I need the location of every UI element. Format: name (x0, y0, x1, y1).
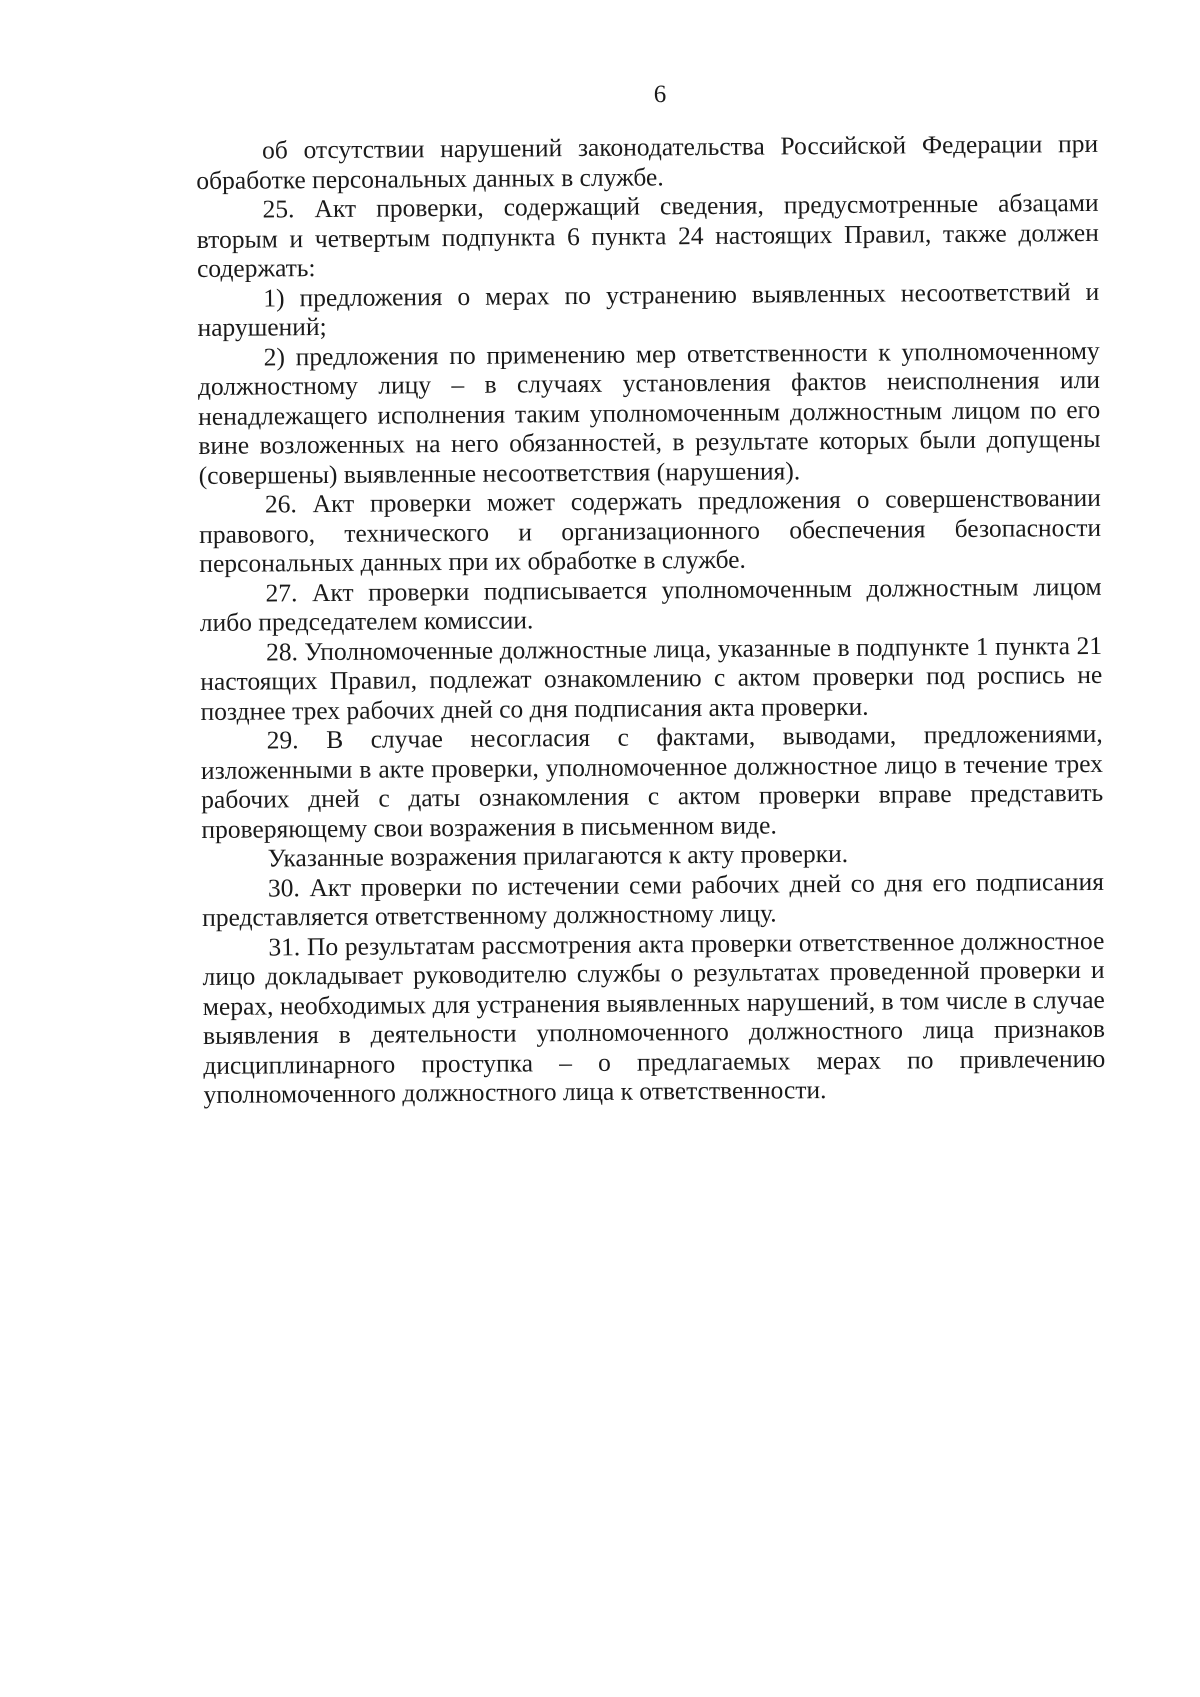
paragraph-25-item-1: 1) предложения о мерах по устранению выявленных несоответствий и нарушений; (197, 276, 1100, 342)
paragraph-27: 27. Акт проверки подписывается уполномоченным должностным лицом либо председателем комиссии. (199, 571, 1102, 637)
paragraph-29-objections: Указанные возражения прилагаются к акту проверки. (267, 838, 849, 873)
paragraph-25: 25. Акт проверки, содержащий сведения, предусмотренные абзацами вторым и четвертым подпункта 6 пункта 24 настоящих Правил, также должен содержать: (196, 187, 1099, 283)
paragraph-30: 30. Акт проверки по истечении семи рабочих дней со дня его подписания представляется ответственному должностному лицу. (202, 866, 1104, 932)
paragraph-26: 26. Акт проверки может содержать предложения о совершенствовании правового, технического и организационного обеспечения безопасности персональных данных при их обработке в службе. (199, 482, 1102, 578)
paragraph-31: 31. По результатам рассмотрения акта проверки ответственное должностное лицо докладывает руководителю службы о результатах проведенной проверки и мерах, необходимых для устранения выявленных нарушений, в том числе в случае выявления в деятельности уполномоченного должностного лица признаков дисциплинарного проступка – о предлагаемых мерах по привлечению уполномоченного должностного лица к ответственности. (202, 925, 1106, 1109)
paragraph-28: 28. Уполномоченные должностные лица, указанные в подпункте 1 пункта 21 настоящих Правил, подлежат ознакомлению с актом проверки под роспись не позднее трех рабочих дней со дня подписания акта проверки. (200, 630, 1103, 726)
paragraph-29: 29. В случае несогласия с фактами, выводами, предложениями, изложенными в акте проверки, уполномоченное должностное лицо в течение трех рабочих дней с даты ознакомления с актом проверки вправе представить проверяющему свои возражения в письменном виде. (200, 718, 1104, 844)
document-body (196, 129, 1106, 1110)
page-number: 6 (653, 81, 667, 108)
paragraph-25-item-2: 2) предложения по применению мер ответственности к уполномоченному должностному лицу – в случаях установления фактов неисполнения или ненадлежащего исполнения таким уполномоченным должностным лицом по его вине возложенных на него обязанностей, в результате которых были допущены (совершены) выявленные несоответствия (нарушения). (197, 335, 1101, 490)
paragraph-continuation: об отсутствии нарушений законодательства Российской Федерации при обработке персональных данных в службе. (196, 128, 1099, 195)
